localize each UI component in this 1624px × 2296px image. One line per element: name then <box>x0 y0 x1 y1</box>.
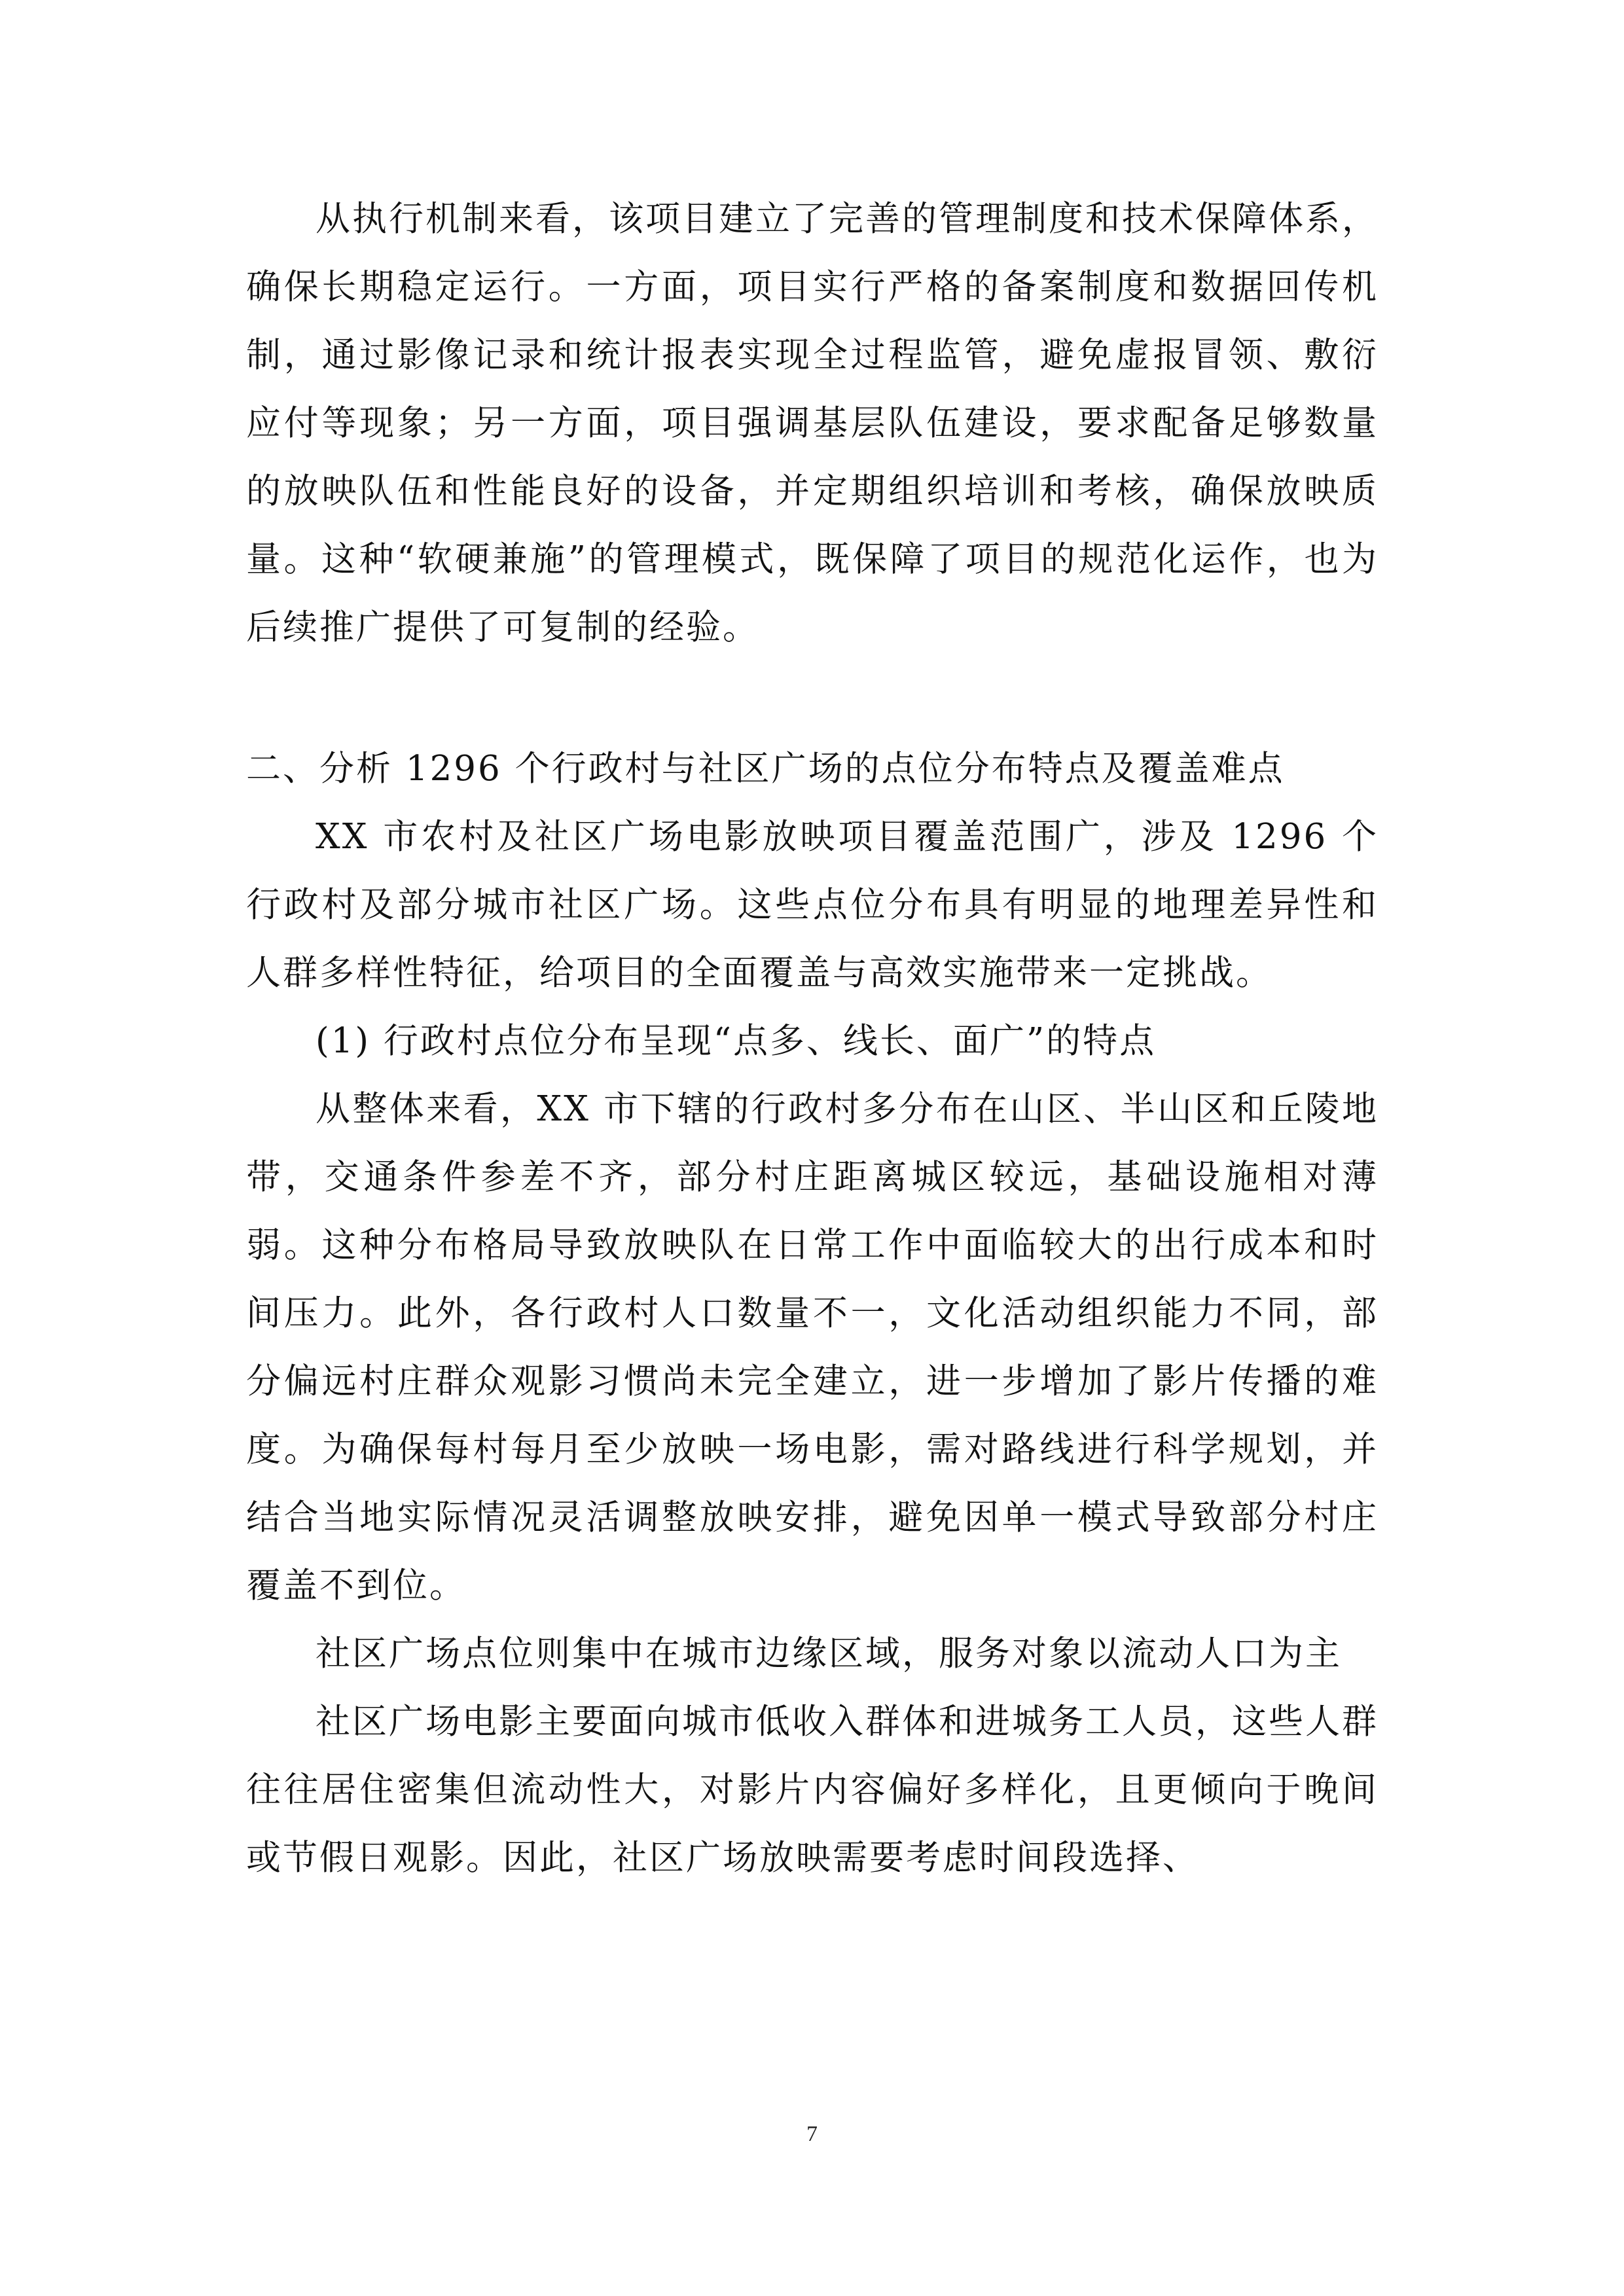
paragraph-execution-mechanism: 从执行机制来看，该项目建立了完善的管理制度和技术保障体系，确保长期稳定运行。一方面，项目实行严格的备案制度和数据回传机制，通过影像记录和统计报表实现全过程监管，避免虚报冒领、敷衍应付等现象；另一方面，项目强调基层队伍建设，要求配备足够数量的放映队伍和性能良好的设备，并定期组织培训和考核，确保放映质量。这种“软硬兼施”的管理模式，既保障了项目的规范化运作，也为后续推广提供了可复制的经验。 <box>246 199 1379 647</box>
paragraph-coverage-overview: XX 市农村及社区广场电影放映项目覆盖范围广，涉及 1296 个行政村及部分城市社区广场。这些点位分布具有明显的地理差异性和人群多样性特征，给项目的全面覆盖与高效实施带来一定挑战。 <box>246 817 1379 993</box>
section-heading: 二、分析 1296 个行政村与社区广场的点位分布特点及覆盖难点 <box>246 749 1285 789</box>
paragraph-community-plaza-intro: 社区广场点位则集中在城市边缘区域，服务对象以流动人口为主 <box>316 1634 1342 1674</box>
body-text <box>246 185 1379 1892</box>
page-number: 7 <box>806 2122 818 2146</box>
paragraph-community-plaza-details: 社区广场电影主要面向城市低收入群体和进城务工人员，这些人群往往居住密集但流动性大，对影片内容偏好多样化，且更倾向于晚间或节假日观影。因此，社区广场放映需要考虑时间段选择、 <box>246 1702 1379 1878</box>
paragraph-village-details: 从整体来看，XX 市下辖的行政村多分布在山区、半山区和丘陵地带，交通条件参差不齐，部分村庄距离城区较远，基础设施相对薄弱。这种分布格局导致放映队在日常工作中面临较大的出行成本和时间压力。此外，各行政村人口数量不一，文化活动组织能力不同，部分偏远村庄群众观影习惯尚未完全建立，进一步增加了影片传播的难度。为确保每村每月至少放映一场电影，需对路线进行科学规划，并结合当地实际情况灵活调整放映安排，避免因单一模式导致部分村庄覆盖不到位。 <box>246 1089 1379 1605</box>
subheading-village-distribution: (1) 行政村点位分布呈现“点多、线长、面广”的特点 <box>316 1021 1157 1061</box>
